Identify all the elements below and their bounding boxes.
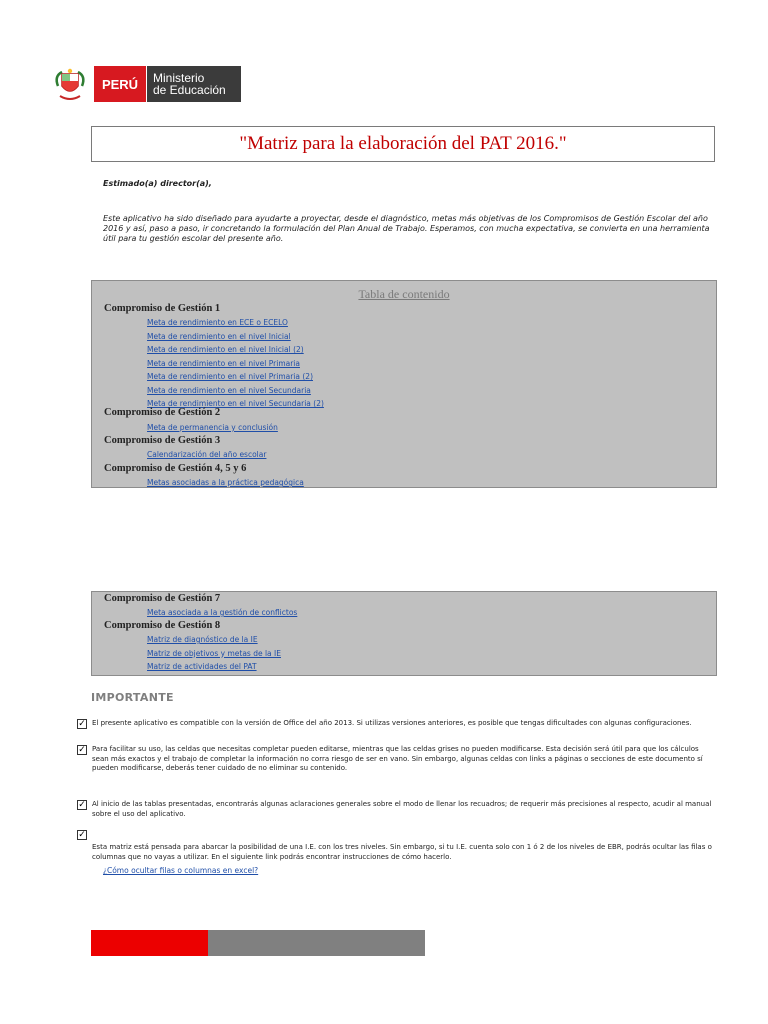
toc-link[interactable]: Meta de rendimiento en el nivel Inicial: [147, 331, 291, 341]
important-note: Esta matriz está pensada para abarcar la posibilidad de una I.E. con los tres niveles. Sin embargo, si tu I.E. cuenta solo con 1 ó 2 de los niveles de EBR, podrás ocultar las filas o columnas que no vayas a utilizar. En el siguiente link podrás encontrar instrucciones de cómo hacerlo.: [92, 843, 712, 861]
ministry-line-1: Ministerio: [153, 71, 205, 85]
toc-link[interactable]: Meta de rendimiento en el nivel Primaria (2): [147, 372, 313, 381]
table-of-contents-continued: [91, 591, 717, 676]
checkbox-icon[interactable]: ✓: [78, 830, 86, 840]
minedu-logo: [52, 66, 241, 102]
footer-bar-gray: [208, 930, 425, 956]
peru-coat-of-arms-icon: [52, 66, 88, 102]
important-note: El presente aplicativo es compatible con la versión de Office del año 2013. Si utilizas versiones anteriores, es posible que tengas dificultades con algunas configuraciones.: [92, 719, 692, 727]
greeting-text: Estimado(a) director(a),: [103, 179, 212, 188]
important-heading: IMPORTANTE: [91, 691, 174, 704]
intro-paragraph: Este aplicativo ha sido diseñado para ayudarte a proyectar, desde el diagnóstico, metas más objetivas de los Compromisos de Gestión Escolar del año 2016 y así, paso a paso, ir concretando la formulación del Plan Anual de Trabajo. Esperamos, con mucha expectativa, se convierta en una herramienta útil para tu gestión escolar del presente año.: [103, 214, 710, 243]
toc-section-heading: Compromiso de Gestión 7: [104, 593, 221, 604]
footer-bar-red: [91, 930, 208, 956]
toc-section-heading: Compromiso de Gestión 2: [104, 407, 221, 418]
toc-section-heading: Compromiso de Gestión 1: [104, 303, 221, 314]
checkbox-icon[interactable]: ✓: [78, 745, 86, 755]
checkbox-icon[interactable]: ✓: [78, 719, 86, 729]
toc-link[interactable]: Calendarización del año escolar: [147, 450, 267, 459]
toc-link[interactable]: Metas asociadas a la práctica pedagógica: [147, 478, 304, 487]
table-of-contents: [91, 280, 717, 488]
toc-link[interactable]: Matriz de diagnóstico de la IE: [147, 635, 258, 644]
peru-label: PERÚ: [94, 66, 146, 102]
toc-link[interactable]: Meta asociada a la gestión de conflictos: [147, 608, 298, 617]
important-note: Para facilitar su uso, las celdas que necesitas completar pueden editarse, mientras que las celdas grises no pueden modificarse. Esta decisión será útil para que los cálculos sean más exactos y el trabajo de completar la información no corra riesgo de ser en vano. Sin embargo, algunas celdas con links a páginas o secciones de este documento sí pueden modificarse, deberás tener cuidado de no eliminar su contenido.: [92, 745, 703, 772]
toc-link[interactable]: Matriz de objetivos y metas de la IE: [147, 648, 281, 658]
toc-section-heading: Compromiso de Gestión 3: [104, 435, 221, 446]
toc-link[interactable]: Meta de permanencia y conclusión: [147, 423, 278, 432]
toc-link[interactable]: Meta de rendimiento en ECE o ECELO: [147, 318, 288, 327]
toc-link[interactable]: Meta de rendimiento en el nivel Secundaria (2): [147, 399, 324, 408]
toc-link[interactable]: Meta de rendimiento en el nivel Secundaria: [147, 385, 311, 395]
ministry-label: [146, 66, 241, 102]
important-note: Al inicio de las tablas presentadas, encontrarás algunas aclaraciones generales sobre el modo de llenar los recuadros; de requerir más precisiones al respecto, acudir al manual sobre el uso del aplicativo.: [92, 800, 712, 818]
ministry-line-2: de Educación: [153, 83, 226, 97]
toc-link[interactable]: Meta de rendimiento en el nivel Inicial (2): [147, 345, 304, 354]
hide-rows-columns-link[interactable]: ¿Cómo ocultar filas o columnas en excel?: [103, 866, 259, 875]
toc-link[interactable]: Meta de rendimiento en el nivel Primaria: [147, 358, 300, 368]
checkbox-icon[interactable]: ✓: [78, 800, 86, 810]
page-title: "Matriz para la elaboración del PAT 2016.": [91, 126, 715, 162]
toc-title[interactable]: Tabla de contenido: [358, 287, 450, 301]
toc-section-heading: Compromiso de Gestión 4, 5 y 6: [104, 463, 247, 474]
toc-section-heading: Compromiso de Gestión 8: [104, 620, 221, 631]
toc-link[interactable]: Matriz de actividades del PAT: [147, 662, 257, 671]
